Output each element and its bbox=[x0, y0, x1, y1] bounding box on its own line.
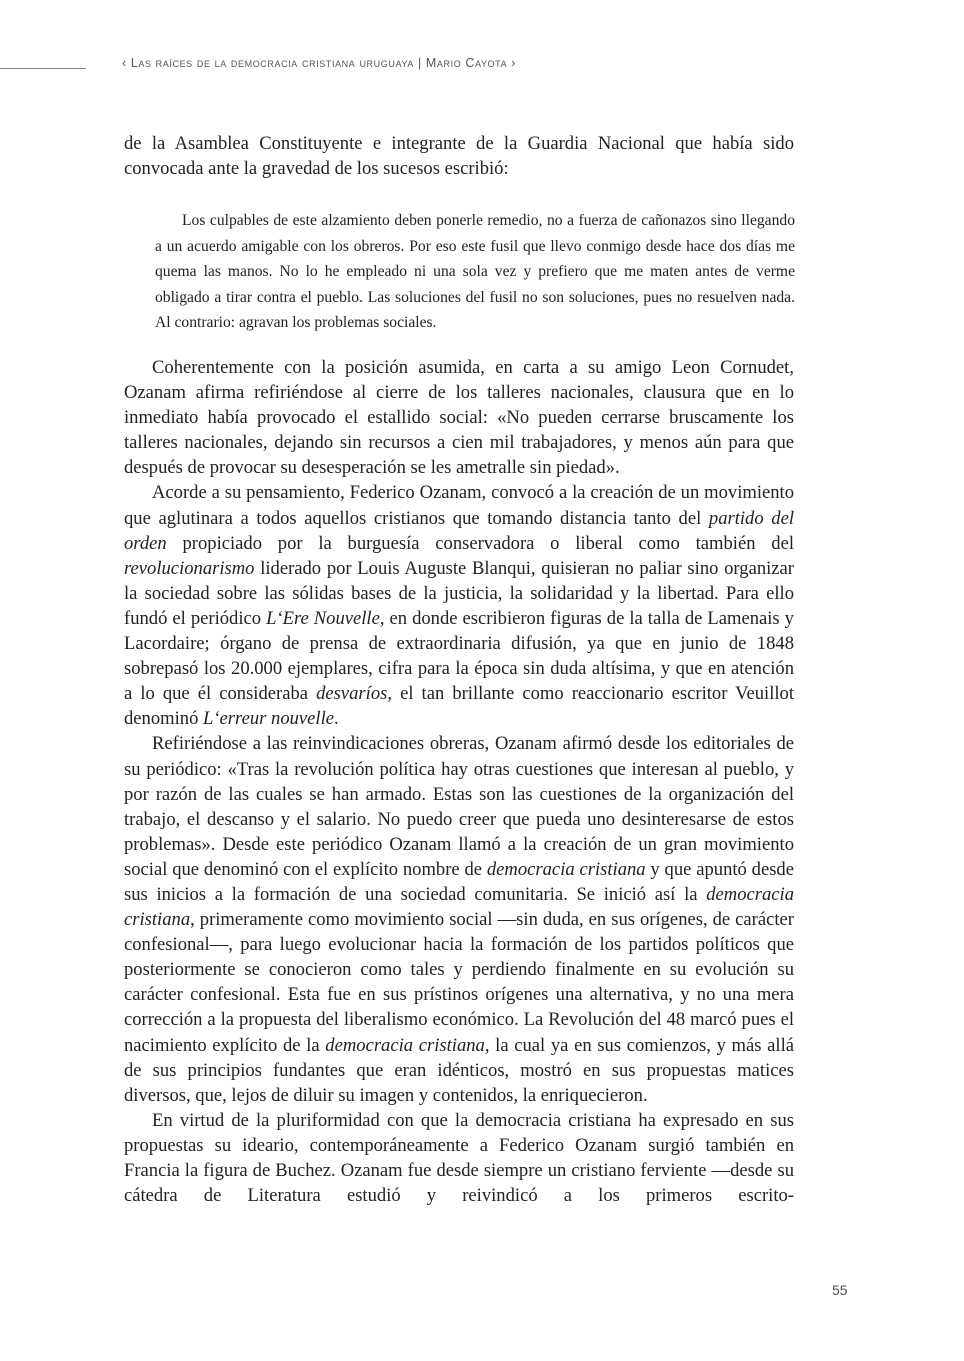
italic-term: democracia cristiana bbox=[124, 883, 794, 931]
italic-term: partido del orden bbox=[124, 507, 795, 554]
italic-title: L‘Ere Nouvelle bbox=[266, 607, 380, 629]
body-text bbox=[124, 355, 794, 1208]
paragraph-continuation bbox=[124, 131, 794, 181]
paragraph-cornudet: Coherentemente con la posición asumida, en carta a su amigo Leon Cornudet, Ozanam afirma refiriéndose al cierre de los talleres nacionales, clausura que en lo inmediato había provocado el estallido social: «No pueden cerrarse bruscamente los talleres nacionales, dejando sin recursos a cien mil trabajadores, y menos aún para que después de provocar su desesperación se les ametralle sin piedad». bbox=[124, 357, 794, 479]
italic-term: democracia cristiana bbox=[486, 858, 646, 880]
page-number: 55 bbox=[832, 1282, 848, 1298]
paragraph-workers: Refiriéndose a las reinvindicaciones obreras, Ozanam afirmó desde los editoriales de su periódico: «Tras la revolución política hay otras cuestiones que interesan al pueblo, y por razón de las cuales se han armado. Estas son las cuestiones de la organización del trabajo, el descanso y el salario. No puedo creer que pueda uno desinteresarse de estos problemas». Desde este periódico Ozanam llamó a la creación de un gran movimiento social que denominó con el explícito nombre de democracia cristiana y que apuntó desde sus inicios a la formación de una sociedad comunitaria. Se inició así la democracia cristiana, primeramente como movimiento social —sin duda, en sus orígenes, de carácter confesional—, para luego evolucionar hacia la formación de los partidos políticos que posteriormente se conocieron como tales y perdiendo finalmente en su evolución su carácter confesional. Esta fue en sus prístinos orígenes una alternativa, y no una mera corrección a la propuesta del liberalismo económico. La Revolución del 48 marcó pues el nacimiento explícito de la democracia cristiana, la cual ya en sus comienzos, y más allá de sus principios fundantes que eran idénticos, mostró en sus propuestas matices diversos, que, lejos de diluir su imagen y contenidos, la enriquecieron. bbox=[124, 733, 794, 1106]
italic-term: democracia cristiana bbox=[325, 1034, 485, 1056]
paragraph-text: de la Asamblea Constituyente e integrante de la Guardia Nacional que había sido convocada ante la gravedad de los sucesos escribió: bbox=[124, 133, 794, 180]
italic-term: desvaríos bbox=[316, 683, 388, 705]
paragraph-movement: Acorde a su pensamiento, Federico Ozanam, convocó a la creación de un movimiento que aglutinara a todos aquellos cristianos que tomando distancia tanto del partido del orden propiciado por la burguesía conservadora o liberal como también del revolucionarismo liderado por Louis Auguste Blanqui, quisieran no paliar sino organizar la sociedad sobre las sólidas bases de la justicia, la solidaridad y la libertad. Para ello fundó el periódico L‘Ere Nouvelle, en donde escribieron figuras de la talla de Lamenais y Lacordaire; órgano de prensa de extraordinaria difusión, ya que en junio de 1848 sobrepasó los 20.000 ejemplares, cifra para la época sin duda altísima, y que en atención a lo que él consideraba desvaríos, el tan brillante como reaccionario escritor Veuillot denominó L‘erreur nouvelle. bbox=[124, 482, 795, 730]
italic-title: L‘erreur nouvelle bbox=[203, 708, 334, 730]
italic-term: revolucionarismo bbox=[124, 557, 255, 579]
block-quote: Los culpables de este alzamiento deben ponerle remedio, no a fuerza de cañonazos sino llegando a un acuerdo amigable con los obreros. Por eso este fusil que llevo conmigo desde hace dos días me quema las manos. No lo he empleado ni una sola vez y prefiero que me maten antes de verme obligado a tirar contra el pueblo. Las soluciones del fusil no son soluciones, pues no resuelven nada. Al contrario: agravan los problemas sociales. bbox=[155, 212, 795, 332]
paragraph-buchez: En virtud de la pluriformidad con que la democracia cristiana ha expresado en sus propuestas su ideario, contemporáneamente a Federico Ozanam surgió también en Francia la figura de Buchez. Ozanam fue desde siempre un cristiano ferviente —desde su cátedra de Literatura estudió y reivindicó a los primeros escrito- bbox=[124, 1109, 794, 1207]
running-header: ‹ Las raíces de la democracia cristiana uruguaya | Mario Cayota › bbox=[122, 56, 517, 70]
header-rule bbox=[0, 68, 86, 69]
